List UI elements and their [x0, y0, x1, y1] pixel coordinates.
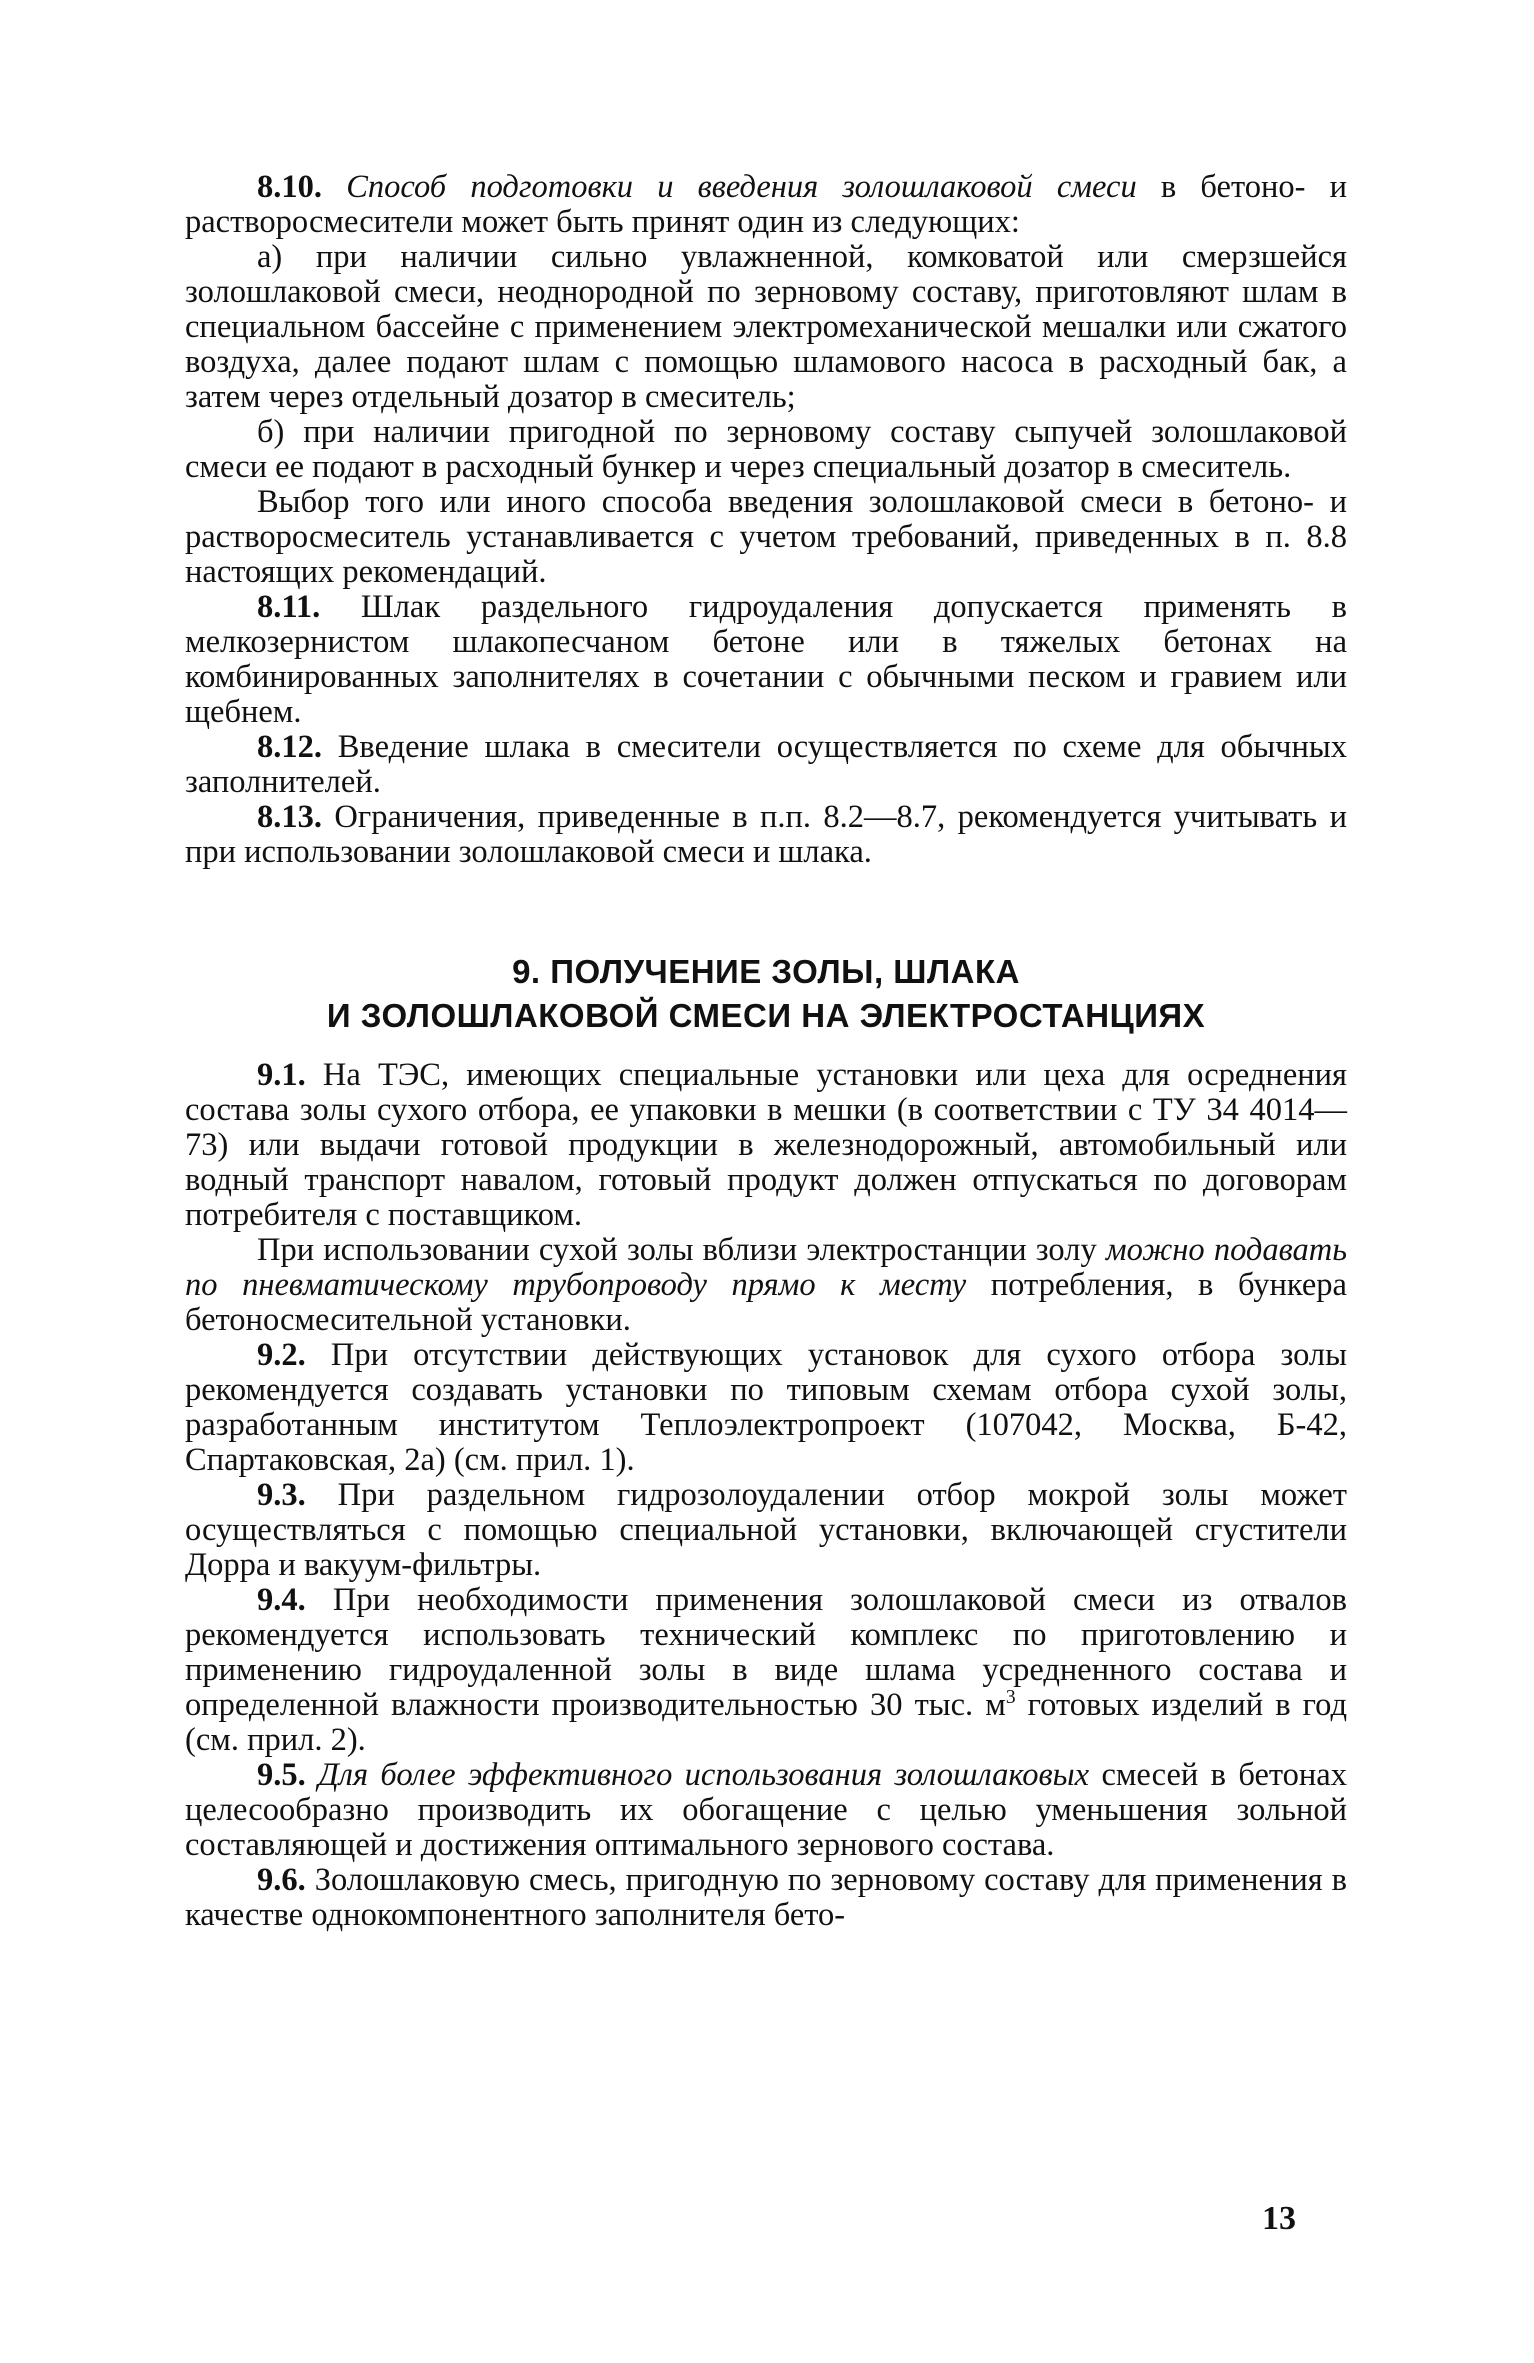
clause-text: Золошлаковую смесь, пригодную по зерновому составу для применения в качестве однокомпонентного заполнителя бето-: [185, 1862, 1347, 1933]
section-heading: [185, 950, 1347, 1038]
paragraph-9-2: [185, 1338, 1347, 1478]
clause-text: Шлак раздельного гидроудаления допускается применять в мелкозернистом шлакопесчаном бетоне или в тяжелых бетонах на комбинированных заполнителях в сочетании с обычными песком и гравием или щебнем.: [185, 589, 1347, 730]
clause-text: в бетоно- и растворосмесители может быть принят один из следующих:: [185, 169, 1348, 240]
clause-text: При отсутствии действующих установок для сухого отбора золы рекомендуется создавать установки по типовым схемам отбора сухой золы, разработанным институтом Теплоэлектропроект (107042, Москва, Б-42, Спартаковская, 2а) (см. прил. 1).: [185, 1337, 1347, 1478]
document-page: [185, 170, 1347, 1933]
heading-line-2: И ЗОЛОШЛАКОВОЙ СМЕСИ НА ЭЛЕКТРОСТАНЦИЯХ: [326, 997, 1206, 1034]
clause-text-end: потребления, в бункера бетоносмесительной установки.: [185, 1267, 1347, 1338]
clause-text: При раздельном гидрозолоудалении отбор мокрой золы может осуществляться с помощью специальной установки, включающей сгустители Дорра и вакуум-фильтры.: [185, 1477, 1347, 1583]
clause-text: смесей в бетонах целесообразно производить их обогащение с целью уменьшения зольной составляющей и достижения оптимального зернового состава.: [185, 1757, 1347, 1863]
paragraph-9-4: [185, 1583, 1347, 1758]
paragraph-8-10-choice: Выбор того или иного способа введения золошлаковой смеси в бетоно- и растворосмеситель устанавливается с учетом требований, приведенных в п. 8.8 настоящих рекомендаций.: [185, 484, 1347, 590]
clause-number: 9.5.: [257, 1757, 306, 1793]
clause-number: 9.3.: [257, 1477, 306, 1513]
superscript: 3: [1005, 1687, 1016, 1709]
clause-italic: можно подавать по пневматическому трубопроводу прямо к месту: [185, 1232, 1347, 1303]
clause-number: 8.10.: [257, 169, 322, 205]
clause-number: 9.1.: [257, 1057, 306, 1093]
heading-line-1: 9. ПОЛУЧЕНИЕ ЗОЛЫ, ШЛАКА: [512, 953, 1020, 990]
clause-text: При необходимости применения золошлаковой смеси из отвалов рекомендуется использовать технический комплекс по приготовлению и применению гидроудаленной золы в виде шлама усредненного состава и определенной влажности производительностью 30 тыс. м: [185, 1582, 1347, 1723]
clause-number: 9.4.: [257, 1582, 306, 1618]
paragraph-9-3: [185, 1478, 1347, 1583]
paragraph-8-10-a: а) при наличии сильно увлажненной, комковатой или смерзшейся золошлаковой смеси, неоднородной по зерновому составу, приготовляют шлам в специальном бассейне с применением электромеханической мешалки или сжатого воздуха, далее подают шлам с помощью шламового насоса в расходный бак, а затем через отдельный дозатор в смеситель;: [185, 239, 1347, 415]
page-number: 13: [1262, 2200, 1296, 2237]
clause-lead: Способ подготовки и введения золошлаковой смеси: [346, 169, 1137, 205]
paragraph-9-6: [185, 1863, 1347, 1933]
paragraph-9-5: [185, 1758, 1347, 1863]
clause-number: 8.11.: [257, 589, 321, 625]
paragraph-8-10: [185, 170, 1347, 240]
clause-number: 8.13.: [257, 799, 322, 835]
clause-text: На ТЭС, имеющих специальные установки или цеха для осреднения состава золы сухого отбора, ее упаковки в мешки (в соответствии с ТУ 34 4014—73) или выдачи готовой продукции в железнодорожный, автомобильный или водный транспорт навалом, готовый продукт должен отпускаться по договорам потребителя с поставщиком.: [185, 1057, 1347, 1233]
clause-number: 9.6.: [257, 1862, 306, 1898]
paragraph-8-13: [185, 800, 1347, 870]
clause-text: При использовании сухой золы вблизи электростанции золу: [257, 1232, 1106, 1268]
clause-text-end: готовых изделий в год (см. прил. 2).: [185, 1687, 1348, 1758]
paragraph-9-1-b: [185, 1233, 1347, 1338]
paragraph-9-1: [185, 1058, 1347, 1233]
paragraph-8-10-b: б) при наличии пригодной по зерновому составу сыпучей золошлаковой смеси ее подают в расходный бункер и через специальный дозатор в смеситель.: [185, 414, 1347, 485]
clause-text: Ограничения, приведенные в п.п. 8.2—8.7, рекомендуется учитывать и при использовании золошлаковой смеси и шлака.: [185, 799, 1347, 870]
paragraph-8-11: [185, 590, 1347, 730]
clause-text: Введение шлака в смесители осуществляется по схеме для обычных заполнителей.: [185, 729, 1347, 800]
clause-number: 9.2.: [257, 1337, 306, 1373]
paragraph-8-12: [185, 730, 1347, 800]
clause-italic: Для более эффективного использования золошлаковых: [305, 1757, 1090, 1793]
clause-number: 8.12.: [257, 729, 322, 765]
